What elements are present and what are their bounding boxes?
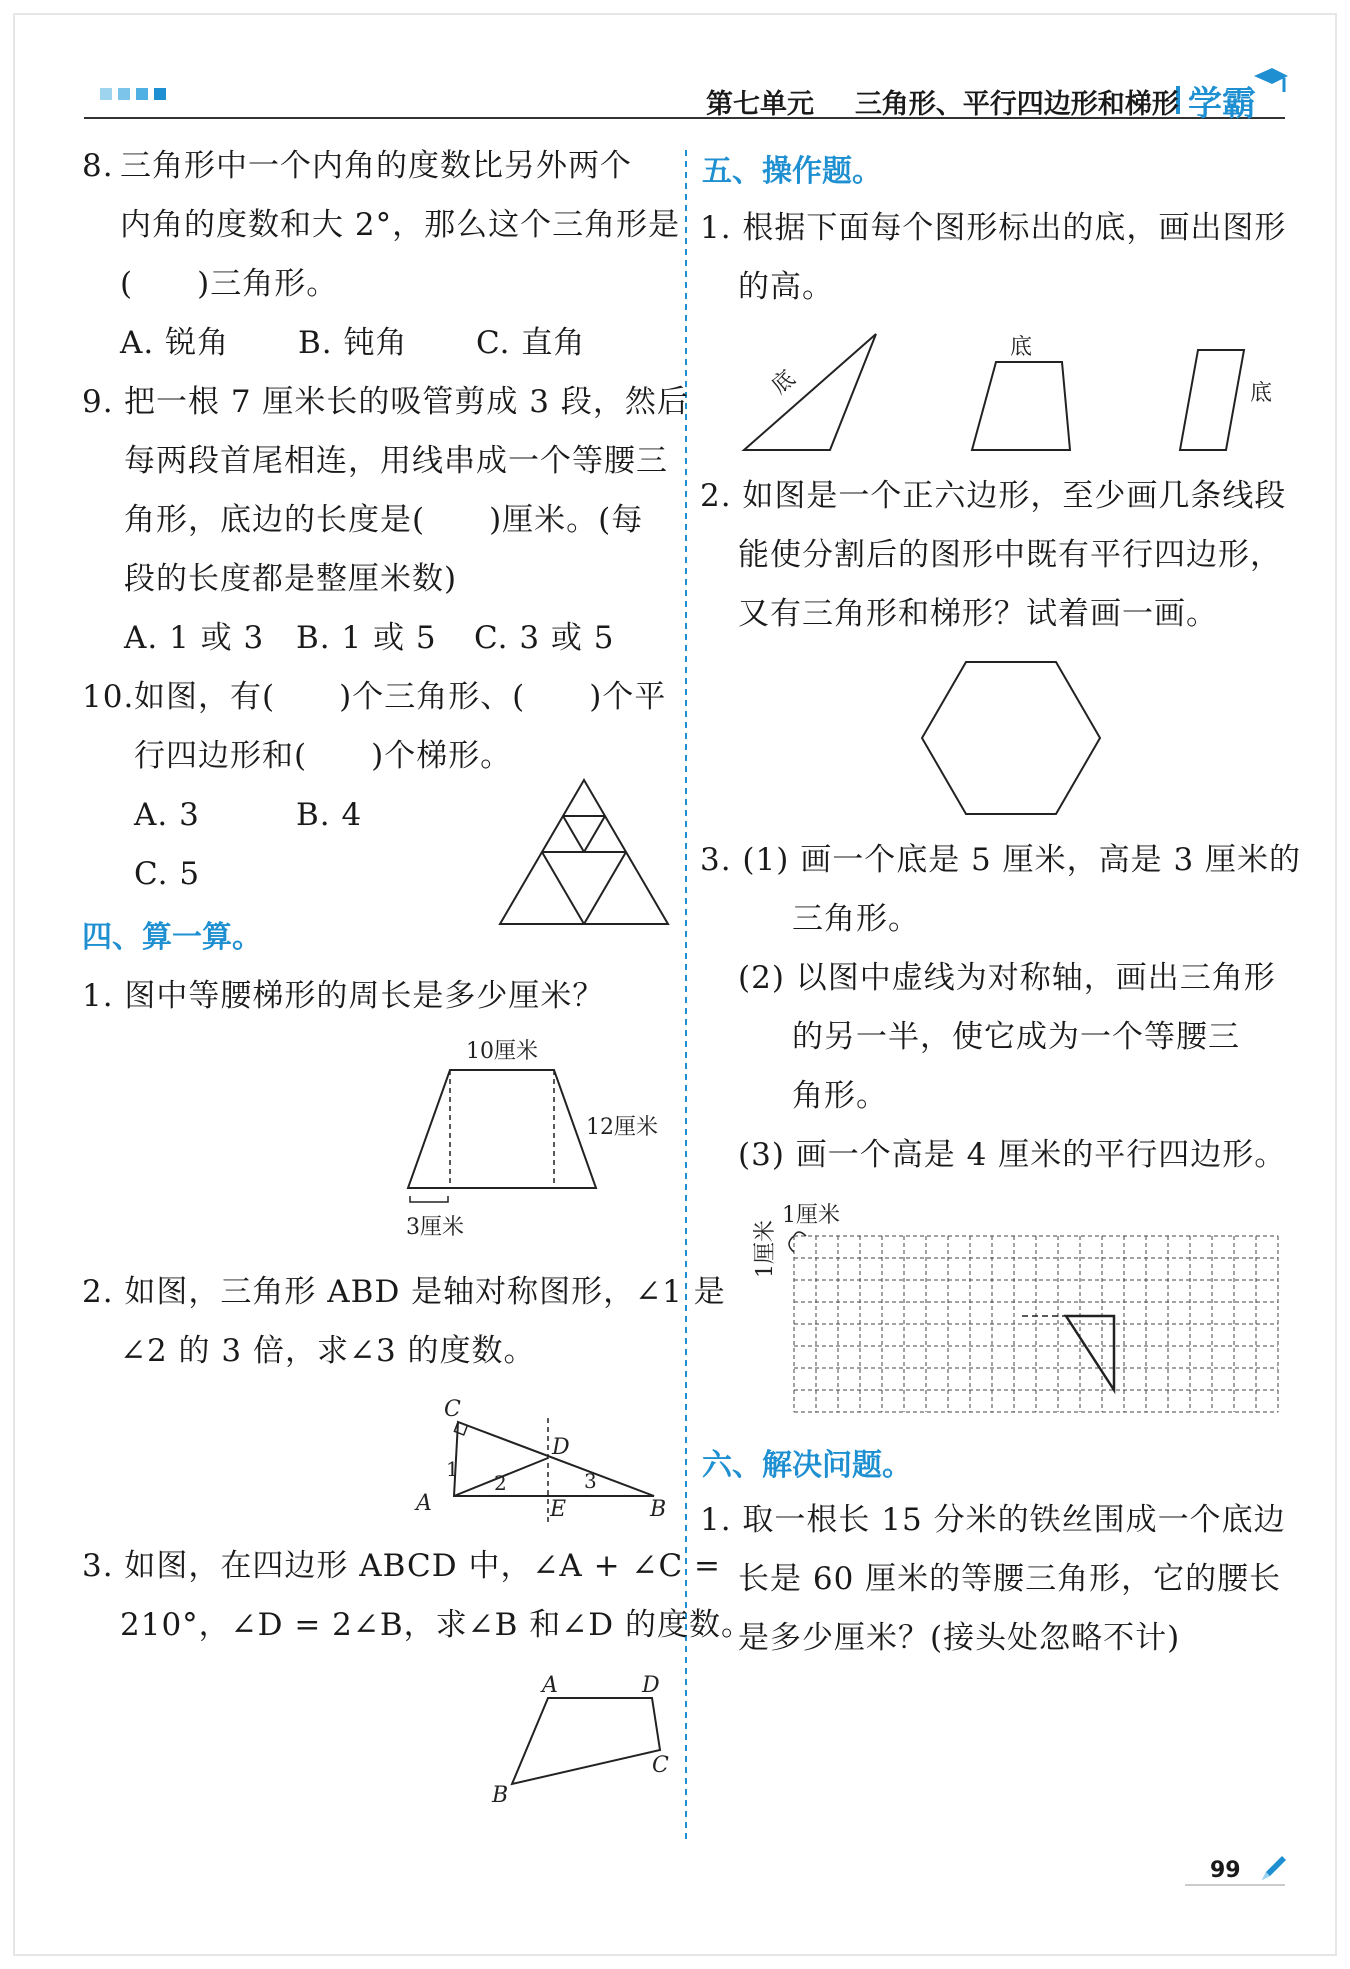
grid-label-vertical: 1厘米: [753, 1220, 778, 1278]
q10-option-c: C. 5: [134, 856, 201, 892]
s5-p3-line-1: 3. (1) 画一个底是 5 厘米，高是 3 厘米的: [700, 842, 1302, 878]
s4-p3-line-1: 3. 如图，在四边形 ABCD 中，∠A + ∠C =: [82, 1548, 722, 1584]
q8-option-b: B. 钝角: [298, 325, 408, 361]
q8-number: 8.: [82, 148, 114, 184]
section-6-title: 六、解决问题。: [702, 1448, 912, 1483]
label-d: D: [552, 1435, 570, 1460]
q9-option-b: B. 1 或 5: [296, 620, 437, 656]
unit-label: 第七单元: [706, 89, 814, 120]
label-angle-1: 1: [446, 1457, 459, 1481]
pencil-icon: [1256, 1852, 1290, 1886]
q10-option-a: A. 3: [134, 797, 200, 833]
s4-p2-line-1: 2. 如图，三角形 ABD 是轴对称图形，∠1 是: [82, 1274, 726, 1310]
trapezoid-base-label: 3厘米: [406, 1215, 464, 1240]
s5-p1-line-1: 1. 根据下面每个图形标出的底，画出图形: [700, 210, 1287, 246]
section-5-title: 五、操作题。: [702, 154, 882, 189]
trapezoid-top-label: 10厘米: [466, 1039, 538, 1064]
section-4-title: 四、算一算。: [82, 920, 262, 955]
label-e: E: [550, 1497, 567, 1522]
brand-logo: 学霸: [1188, 84, 1256, 124]
q9-line-4: 段的长度都是整厘米数): [124, 561, 458, 597]
s5-p3-line-3: (2) 以图中虚线为对称轴，画出三角形: [738, 960, 1276, 996]
q8-option-c: C. 直角: [476, 325, 586, 361]
q9-number: 9.: [82, 384, 114, 420]
q9-line-2: 每两段首尾相连，用线串成一个等腰三: [124, 443, 668, 479]
s6-p1-line-2: 长是 60 厘米的等腰三角形，它的腰长: [738, 1561, 1282, 1597]
q10-number: 10.: [82, 679, 135, 715]
isosceles-trapezoid-figure: [400, 1028, 660, 1248]
quad-label-c: C: [652, 1753, 669, 1778]
q8-line-3: ( )三角形。: [120, 266, 339, 302]
q10-option-b: B. 4: [296, 797, 363, 833]
s4-p1: 1. 图中等腰梯形的周长是多少厘米？: [82, 978, 605, 1014]
q8-line-1: 三角形中一个内角的度数比另外两个: [120, 148, 632, 184]
chapter-title: 三角形、平行四边形和梯形: [854, 89, 1179, 120]
shape3-base-label: 底: [1250, 381, 1273, 406]
q9-option-a: A. 1 或 3: [124, 620, 265, 656]
shape2-base-label: 底: [1010, 335, 1033, 360]
s5-p2-line-3: 又有三角形和梯形？试着画一画。: [738, 596, 1218, 632]
s5-p3-line-2: 三角形。: [792, 901, 920, 937]
grid-label-horizontal: 1厘米: [782, 1203, 840, 1228]
q8-option-a: A. 锐角: [120, 325, 230, 361]
q9-line-1: 把一根 7 厘米长的吸管剪成 3 段，然后: [124, 384, 689, 420]
q10-line-1: 如图，有( )个三角形、( )个平: [134, 679, 667, 715]
trapezoid-side-label: 12厘米: [586, 1115, 658, 1140]
q10-triangle-figure: [496, 776, 672, 928]
q8-line-2: 内角的度数和大 2°，那么这个三角形是: [120, 207, 681, 243]
s4-p3-line-2: 210°，∠D = 2∠B，求∠B 和∠D 的度数。: [120, 1607, 753, 1643]
drawing-grid[interactable]: [752, 1196, 1284, 1424]
q9-line-3: 角形，底边的长度是( )厘米。(每: [124, 502, 644, 538]
label-a: A: [416, 1491, 432, 1516]
quadrilateral-abcd-figure: [486, 1672, 672, 1812]
s5-p3-line-6: (3) 画一个高是 4 厘米的平行四边形。: [738, 1137, 1287, 1173]
s5-p3-line-5: 角形。: [792, 1078, 888, 1114]
label-angle-2: 2: [494, 1471, 507, 1495]
graduation-cap-icon: [1250, 62, 1290, 102]
quad-label-b: B: [492, 1783, 509, 1808]
s5-p2-line-2: 能使分割后的图形中既有平行四边形，: [738, 537, 1282, 573]
s4-p2-line-2: ∠2 的 3 倍，求∠3 的度数。: [120, 1333, 536, 1369]
label-c: C: [444, 1397, 461, 1422]
s5-p1-line-2: 的高。: [738, 269, 834, 305]
regular-hexagon-figure: [918, 656, 1104, 822]
quad-label-a: A: [542, 1673, 558, 1698]
page-number: 99: [1210, 1858, 1241, 1883]
q10-line-2: 行四边形和( )个梯形。: [134, 738, 513, 774]
label-angle-3: 3: [584, 1469, 597, 1493]
label-b: B: [650, 1497, 667, 1522]
s5-p2-line-1: 2. 如图是一个正六边形，至少画几条线段: [700, 478, 1287, 514]
base-shapes-figure: [736, 326, 1296, 462]
quad-label-d: D: [642, 1673, 660, 1698]
shape1-base-label: 底: [767, 366, 801, 400]
triangle-abd-figure: [414, 1394, 676, 1530]
s6-p1-line-1: 1. 取一根长 15 分米的铁丝围成一个底边: [700, 1502, 1286, 1538]
s5-p3-line-4: 的另一半，使它成为一个等腰三: [792, 1019, 1240, 1055]
q9-option-c: C. 3 或 5: [474, 620, 615, 656]
s6-p1-line-3: 是多少厘米？(接头处忽略不计): [738, 1620, 1181, 1656]
